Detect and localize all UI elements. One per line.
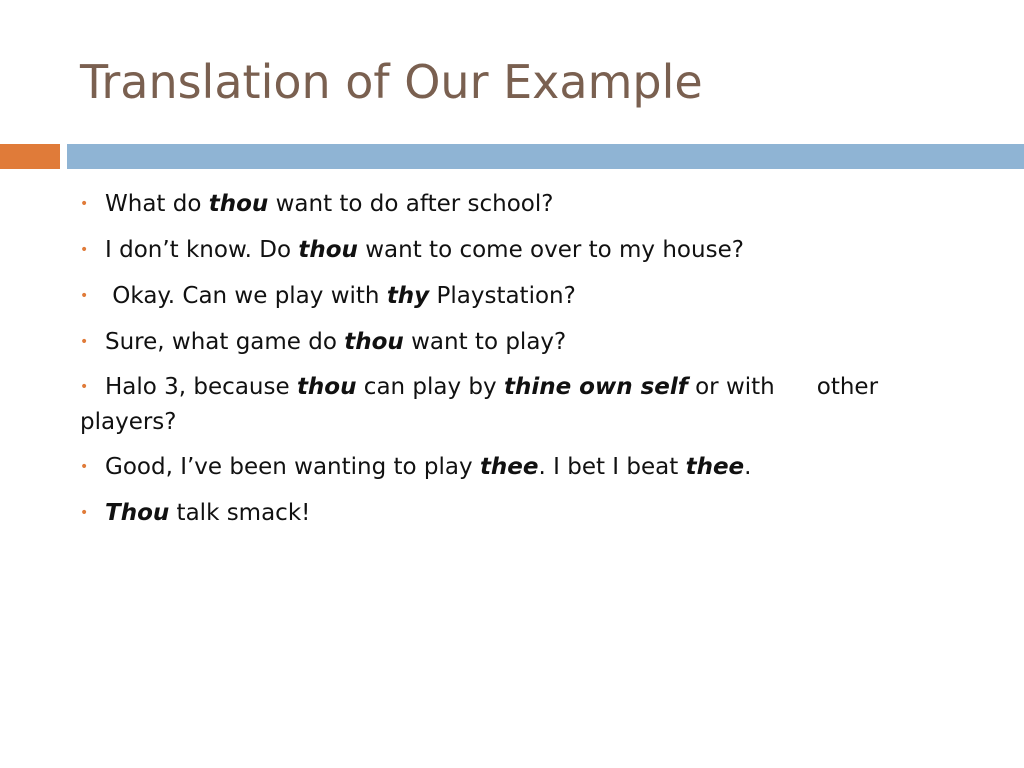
bullet-icon: • bbox=[80, 505, 89, 521]
text-segment: can play by bbox=[356, 374, 504, 400]
emphasized-word: thy bbox=[386, 283, 430, 309]
list-item bbox=[80, 186, 960, 223]
list-item bbox=[80, 449, 960, 486]
bullet-icon: • bbox=[80, 288, 89, 304]
text-segment: want to come over to my house? bbox=[357, 237, 744, 263]
text-segment: . I bet I beat bbox=[538, 454, 686, 480]
text-segment: Halo 3, because bbox=[105, 374, 297, 400]
bullet-icon: • bbox=[80, 196, 89, 212]
bullet-icon: • bbox=[80, 334, 89, 350]
emphasized-word: thee bbox=[685, 454, 745, 480]
text-segment: Okay. Can we play with bbox=[105, 283, 387, 309]
emphasized-word: thou bbox=[208, 191, 269, 217]
emphasized-word: thou bbox=[344, 329, 404, 355]
text-segment: talk smack! bbox=[169, 500, 311, 526]
text-segment: or with bbox=[687, 374, 775, 400]
text-segment: . bbox=[744, 454, 752, 480]
text-segment: What do bbox=[105, 191, 209, 217]
bullet-icon: • bbox=[80, 379, 89, 395]
list-item bbox=[80, 278, 960, 315]
text-segment: Playstation? bbox=[429, 283, 576, 309]
emphasized-word: Thou bbox=[105, 500, 170, 526]
list-item bbox=[80, 232, 960, 269]
text-segment: Sure, what game do bbox=[105, 329, 345, 355]
accent-band bbox=[0, 144, 60, 169]
emphasized-word: thou bbox=[296, 374, 357, 400]
header-band bbox=[67, 144, 1024, 169]
text-segment: want to play? bbox=[403, 329, 567, 355]
list-item bbox=[80, 495, 960, 532]
bullet-icon: • bbox=[80, 459, 89, 475]
list-item bbox=[80, 324, 960, 361]
bullet-icon: • bbox=[80, 242, 89, 258]
list-item bbox=[80, 370, 960, 440]
slide-title: Translation of Our Example bbox=[80, 55, 703, 109]
text-segment: I don’t know. Do bbox=[105, 237, 299, 263]
emphasized-phrase: thine own self bbox=[503, 374, 688, 400]
emphasized-word: thee bbox=[479, 454, 539, 480]
bullet-list bbox=[80, 186, 960, 541]
emphasized-word: thou bbox=[298, 237, 358, 263]
text-segment: other players? bbox=[80, 374, 879, 435]
text-segment: want to do after school? bbox=[268, 191, 554, 217]
text-segment: Good, I’ve been wanting to play bbox=[105, 454, 480, 480]
